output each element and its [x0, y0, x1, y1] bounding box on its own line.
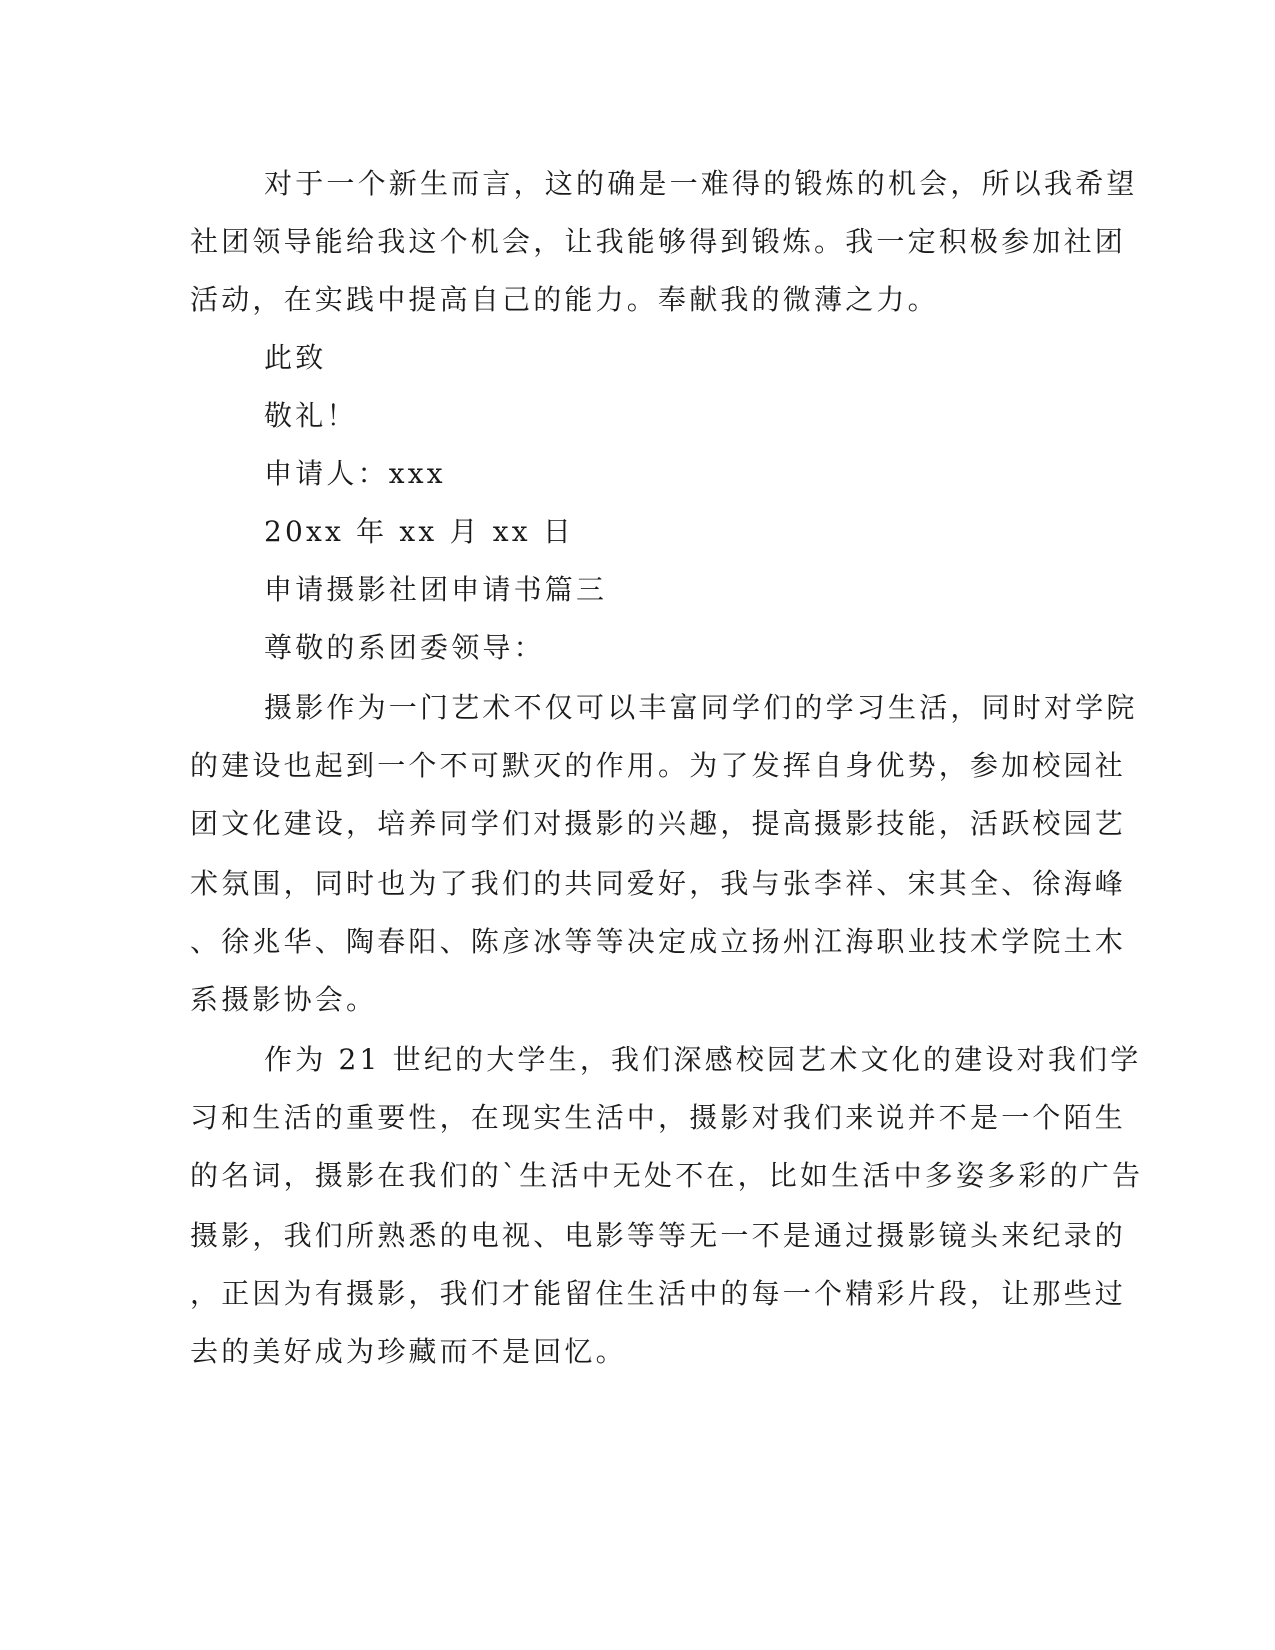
applicant-line: 申请人：xxx [264, 457, 446, 490]
text-line: 摄影，我们所熟悉的电视、电影等等无一不是通过摄影镜头来纪录的 [190, 1219, 1127, 1252]
text-line: 团文化建设，培养同学们对摄影的兴趣，提高摄影技能，活跃校园艺 [190, 807, 1127, 840]
text-line: 的建设也起到一个不可默灭的作用。为了发挥自身优势，参加校园社 [190, 749, 1127, 782]
text-line: 术氛围，同时也为了我们的共同爱好，我与张李祥、宋其全、徐海峰 [190, 867, 1127, 900]
text-line: 作为 21 世纪的大学生，我们深感校园艺术文化的建设对我们学 [264, 1043, 1142, 1076]
text-line: 社团领导能给我这个机会，让我能够得到锻炼。我一定积极参加社团 [190, 225, 1127, 258]
text-line: 活动，在实践中提高自己的能力。奉献我的微薄之力。 [190, 283, 939, 316]
text-line: 去的美好成为珍藏而不是回忆。 [190, 1335, 627, 1368]
text-line: 摄影作为一门艺术不仅可以丰富同学们的学习生活，同时对学院 [264, 691, 1138, 724]
text-line: 的名词，摄影在我们的`生活中无处不在，比如生活中多姿多彩的广告 [190, 1159, 1144, 1192]
addressee-line: 尊敬的系团委领导： [264, 631, 545, 664]
text-line: 、徐兆华、陶春阳、陈彦冰等等决定成立扬州江海职业技术学院土木 [190, 925, 1127, 958]
section-heading: 申请摄影社团申请书篇三 [264, 573, 608, 606]
text-line: 习和生活的重要性，在现实生活中，摄影对我们来说并不是一个陌生 [190, 1101, 1127, 1134]
text-line: 对于一个新生而言，这的确是一难得的锻炼的机会，所以我希望 [264, 167, 1138, 200]
text-line: 系摄影协会。 [190, 983, 378, 1016]
text-line: ，正因为有摄影，我们才能留住生活中的每一个精彩片段，让那些过 [190, 1277, 1127, 1310]
date-line: 20xx 年 xx 月 xx 日 [264, 515, 575, 548]
salutation-closing: 此致 [264, 341, 327, 374]
salutation-regards: 敬礼！ [264, 399, 358, 432]
